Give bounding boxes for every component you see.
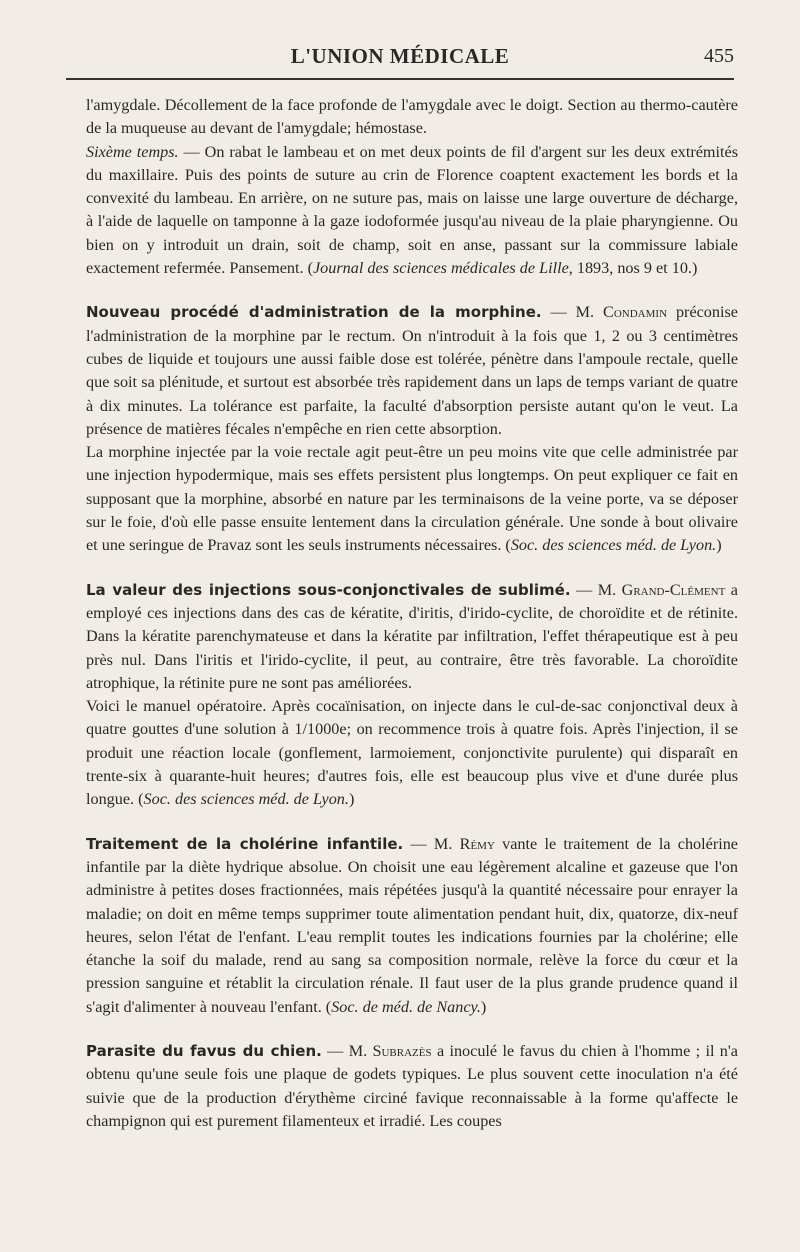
section-heading: Nouveau procédé d'administration de la morphine. bbox=[86, 303, 542, 322]
paragraph-text: a employé ces injections dans des cas de kératite, d'iritis, d'irido-cyclite, de choroïdite et de rétinite. Dans la kératite parenchymateuse et dans la kératite par infiltration, l'effet thérapeutique est à peu près nul. Dans l'iritis et l'irido-cyclite, il peut, au contraire, être très favorable. La choroïdite atrophique, la rétinite pure ne sont pas améliorées. bbox=[86, 580, 738, 692]
section-heading: La valeur des injections sous-conjonctivales de sublimé. bbox=[86, 580, 571, 599]
section-heading: Parasite du favus du chien. bbox=[86, 1041, 322, 1060]
section-cholerine bbox=[86, 833, 738, 1019]
running-header bbox=[66, 44, 734, 74]
dash: — M. bbox=[403, 834, 460, 853]
dash: — M. bbox=[541, 303, 604, 322]
paragraph-text: Voici le manuel opératoire. Après cocaïnisation, on injecte dans le cul-de-sac conjonctival deux à quatre gouttes d'une solution à 1/1000e; on recommence trois à quatre fois. Après l'injection, il se produit une réaction locale (gonflement, larmoiement, conjonctivite purulente) qui disparaît en trente-six à quarante-huit heures; d'autres fois, elle est beaucoup plus vive et d'une durée plus longue. ( bbox=[86, 697, 738, 809]
author-name: Rémy bbox=[459, 834, 495, 853]
dash: — M. bbox=[570, 580, 622, 599]
citation-tail: ) bbox=[348, 790, 355, 809]
paragraph-text: préconise l'administration de la morphine par le rectum. On n'introduit à la fois que 1, 2 ou 3 centimètres cubes de liquide et toujours une aussi faible dose est tolérée, pénètre dans l'ampoule rectale, quelle que soit sa plénitude, et surtout est absorbée très rapidement dans un laps de temps variant de quatre à dix minutes. La tolérance est parfaite, la faculté d'absorption persiste autant qu'on le veut. La présence de matières fécales n'empêche en rien cette absorption. bbox=[86, 303, 738, 438]
author-name: Subrazès bbox=[372, 1041, 432, 1060]
author-name: Condamin bbox=[603, 303, 668, 322]
section-morphine bbox=[86, 301, 738, 441]
paragraph bbox=[86, 441, 738, 557]
author-name: Grand-Clément bbox=[621, 580, 726, 599]
paragraph-text: — On rabat le lambeau et on met deux points de fil d'argent sur les deux extrémités du maxillaire. Puis des points de suture au crin de Florence coaptent exactement les bords et la convexité du lambeau. En arrière, on ne suture pas, mais on laisse une large ouverture de décharge, à l'aide de laquelle on tamponne à la gaze iodoformée jusqu'au niveau de la plaie pharyngienne. Ou bien on y introduit un drain, soit de champ, soit en anse, passant sur la commissure labiale exactement refermée. Pansement. ( bbox=[86, 142, 739, 278]
section-heading: Traitement de la cholérine infantile. bbox=[86, 834, 404, 853]
article-body bbox=[86, 94, 738, 1133]
citation: Soc. des sciences méd. de Lyon. bbox=[510, 536, 717, 555]
section-sublime bbox=[86, 579, 738, 695]
paragraph-text: a inoculé le favus du chien à l'homme ; il n'a obtenu qu'une seule fois une plaque de godets typiques. Le plus souvent cette inoculation n'a été suivie que de la production d'érythème circiné favique reconnaissable à la forme qu'affecte le champignon qui est purement filamenteux et irradié. Les coupes bbox=[86, 1041, 738, 1130]
citation-tail: , 1893, nos 9 et 10.) bbox=[568, 259, 698, 278]
paragraph-text: l'amygdale. Décollement de la face profonde de l'amygdale avec le doigt. Section au thermo-cautère de la muqueuse au devant de l'amygdale; hémostase. bbox=[86, 96, 738, 138]
journal-title: L'UNION MÉDICALE bbox=[290, 44, 510, 68]
citation: Journal des sciences médicales de Lille bbox=[312, 259, 569, 278]
paragraph-text: La morphine injectée par la voie rectale agit peut-être un peu moins vite que celle administrée par une injection hypodermique, mais ses effets persistent plus longtemps. On peut expliquer ce fait en supposant que la morphine, absorbé en nature par les terminaisons de la veine porte, va se déposer sur le foie, d'où elle passe ensuite lentement dans la circulation générale. Une sonde à bout olivaire et une seringue de Pravaz sont les seuls instruments nécessaires. ( bbox=[86, 443, 738, 555]
citation-tail: ) bbox=[716, 536, 722, 555]
paragraph bbox=[86, 141, 738, 281]
page-number: 455 bbox=[704, 45, 734, 67]
citation: Soc. des sciences méd. de Lyon. bbox=[143, 790, 349, 809]
paragraph-lead: Sixème temps. bbox=[86, 142, 179, 161]
header-rule bbox=[66, 78, 734, 80]
dash: — M. bbox=[321, 1041, 373, 1060]
citation: Soc. de méd. de Nancy. bbox=[331, 997, 481, 1016]
paragraph-text: vante le traitement de la cholérine infantile par la diète hydrique absolue. On choisit une eau légèrement alcaline et gazeuse que l'on administre à petites doses fractionnées, mais répétées jusqu'à la quantité nécessaire pour enrayer la maladie; on doit en même temps supprimer toute alimentation pendant huit, dix, quatorze, dix-neuf heures, selon l'état de l'enfant. L'eau remplit toutes les indications fournies par la cholérine; elle étanche la soif du malade, rend au sang sa composition normale, relève la force du cœur et la pression sanguine et rétablit la circulation rénale. Il faut user de la plus grande prudence quand il s'agit d'alimenter à nouveau l'enfant. ( bbox=[86, 834, 738, 1016]
section-favus bbox=[86, 1040, 738, 1133]
citation-tail: ) bbox=[480, 997, 487, 1016]
paragraph bbox=[86, 695, 738, 811]
paragraph bbox=[86, 94, 738, 141]
